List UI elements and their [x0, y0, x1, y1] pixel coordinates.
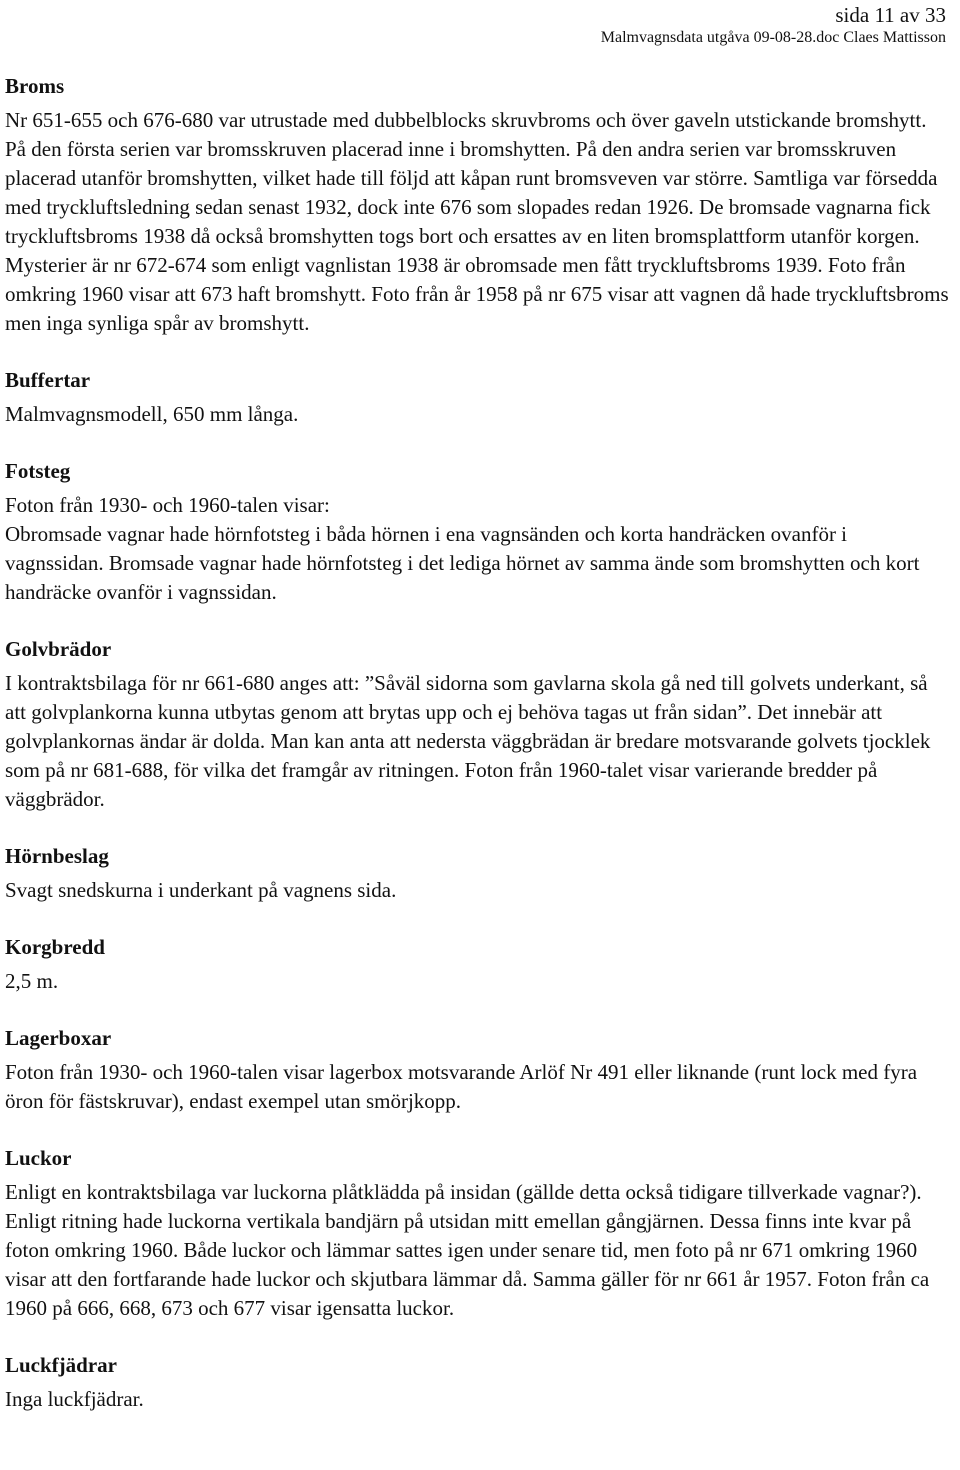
section-paragraph: I kontraktsbilaga för nr 661-680 anges att: ”Såväl sidorna som gavlarna skola gå ned till golvets underkant, så att golvplankorna kunna utbytas genom att brytas upp och ej behöva tagas ut från sidan”. Det innebär att golvplankornas ändar är dolda. Man kan anta att nedersta väggbrädan är bredare motsvarande golvets tjocklek som på nr 681-688, för vilka det framgår av ritningen. Foton från 1960-talet visar varierande bredder på väggbrädor.: [5, 671, 931, 811]
section-heading: Korgbredd: [5, 935, 105, 959]
section-luckfjadrar: [5, 1351, 950, 1414]
section-heading: Hörnbeslag: [5, 844, 109, 868]
section-heading: Luckfjädrar: [5, 1353, 117, 1377]
section-paragraph: Malmvagnsmodell, 650 mm långa.: [5, 402, 299, 426]
section-paragraph: Foton från 1930- och 1960-talen visar:: [5, 493, 330, 517]
section-golvbrador: [5, 635, 950, 814]
page-number: sida 11 av 33: [835, 3, 946, 27]
document-body: [5, 72, 950, 1442]
section-paragraph: Foton från 1930- och 1960-talen visar lagerbox motsvarande Arlöf Nr 491 eller liknande (runt lock med fyra öron för fästskruvar), endast exempel utan smörjkopp.: [5, 1060, 918, 1113]
section-paragraph: Svagt snedskurna i underkant på vagnens sida.: [5, 878, 397, 902]
section-heading: Fotsteg: [5, 459, 71, 483]
section-heading: Luckor: [5, 1146, 72, 1170]
section-paragraph: Enligt en kontraktsbilaga var luckorna plåtklädda på insidan (gällde detta också tidigare tillverkade vagnar?). Enligt ritning hade luckorna vertikala bandjärn på utsidan mitt emellan gångjärnen. Dessa finns inte kvar på foton omkring 1960. Både luckor och lämmar sattes igen under senare tid, men foto på nr 671 omkring 1960 visar att den fortfarande hade luckor och skjutbara lämmar då. Samma gäller för nr 661 år 1957. Foton från ca 1960 på 666, 668, 673 och 677 visar igensatta luckor.: [5, 1180, 930, 1320]
section-paragraph: 2,5 m.: [5, 969, 59, 993]
section-luckor: [5, 1144, 950, 1323]
section-hornbeslag: [5, 842, 950, 905]
section-fotsteg: [5, 457, 950, 607]
section-heading: Broms: [5, 74, 65, 98]
section-korgbredd: [5, 933, 950, 996]
section-broms: [5, 72, 950, 338]
section-heading: Buffertar: [5, 368, 91, 392]
section-buffertar: [5, 366, 950, 429]
document-info: Malmvagnsdata utgåva 09-08-28.doc Claes Mattisson: [600, 29, 946, 46]
section-paragraph: Nr 651-655 och 676-680 var utrustade med dubbelblocks skruvbroms och över gaveln utstickande bromshytt. På den första serien var bromsskruven placerad inne i bromshytten. På den andra serien var bromsskruven placerad utanför bromshytten, vilket hade till följd att kåpan runt bromsveven var större. Samtliga var försedda med tryckluftsledning sedan senast 1932, dock inte 676 som slopades redan 1926. De bromsade vagnarna fick tryckluftsbroms 1938 då också bromshytten togs bort och ersattes av en liten bromsplattform utanför korgen. Mysterier är nr 672-674 som enligt vagnlistan 1938 är obromsade men fått tryckluftsbroms 1939. Foto från omkring 1960 visar att 673 haft bromshytt. Foto från år 1958 på nr 675 visar att vagnen då hade tryckluftsbroms men inga synliga spår av bromshytt.: [5, 108, 949, 335]
section-heading: Lagerboxar: [5, 1026, 112, 1050]
page-header: [601, 2, 946, 48]
section-heading: Golvbrädor: [5, 637, 112, 661]
section-lagerboxar: [5, 1024, 950, 1116]
section-paragraph: Inga luckfjädrar.: [5, 1387, 144, 1411]
section-paragraph: Obromsade vagnar hade hörnfotsteg i båda hörnen i ena vagnsänden och korta handräcken ovanför i vagnssidan. Bromsade vagnar hade hörnfotsteg i det lediga hörnet av samma ände som bromshytten och kort handräcke ovanför i vagnssidan.: [5, 522, 920, 604]
